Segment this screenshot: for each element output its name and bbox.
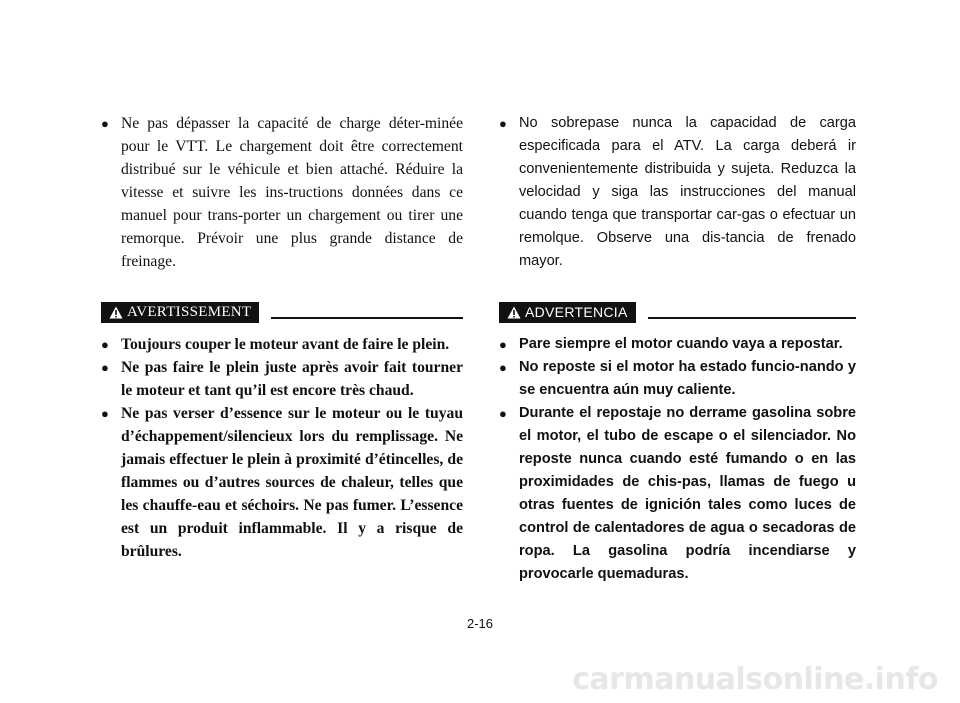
bullet-icon: ● (499, 360, 507, 375)
bullet-icon: ● (499, 337, 507, 352)
list-item (101, 356, 463, 402)
list-item-text: Durante el repostaje no derrame gasolina sobre el motor, el tubo de escape o el silenciador. No reposte nunca cuando esté fumando o en las proximidades de chis-pas, llamas de fuego u otras fuentes de ignición tales como luces de control de calentadores de agua o secadoras de ropa. La gasolina podría incendiarse y provocarle quemaduras. (519, 405, 856, 582)
warning-triangle-icon (507, 306, 521, 319)
list-item (101, 402, 463, 563)
list-item (499, 356, 856, 402)
list-item-text: Ne pas faire le plein juste après avoir fait tourner le moteur et tant qu’il est encore très chaud. (121, 359, 463, 399)
french-intro-list (101, 112, 463, 273)
list-item-text: Ne pas dépasser la capacité de charge déter-minée pour le VTT. Le chargement doit être correctement distribué sur le véhicule et bien attaché. Réduire la vitesse et suivre les ins-tructions données dans ce manuel pour trans-porter un chargement ou tirer une remorque. Prévoir une plus grande distance de freinage. (121, 115, 463, 270)
warning-header-fr (101, 301, 463, 323)
bullet-icon: ● (101, 360, 109, 375)
bullet-icon: ● (101, 116, 109, 131)
warning-badge (499, 302, 636, 323)
list-item-text: Toujours couper le moteur avant de faire le plein. (121, 336, 450, 353)
watermark: carmanualsonline.info (572, 662, 938, 697)
warning-triangle-icon (109, 306, 123, 319)
warning-header-es (499, 301, 856, 323)
list-item (101, 333, 463, 356)
list-item-text: No sobrepase nunca la capacidad de carga especificada para el ATV. La carga deberá ir convenientemente distribuida y sujeta. Reduzca la velocidad y siga las instrucciones del manual cuando tenga que transportar car-gas o efectuar un remolque. Observe una dis-tancia de frenado mayor. (519, 115, 856, 269)
warning-label: AVERTISSEMENT (127, 303, 252, 320)
warning-rule (648, 305, 856, 319)
bullet-icon: ● (101, 337, 109, 352)
warning-rule (271, 305, 463, 319)
french-warning-list (101, 333, 463, 563)
bullet-icon: ● (499, 406, 507, 421)
list-item-text: No reposte si el motor ha estado funcio-nando y se encuentra aún muy caliente. (519, 359, 856, 398)
spanish-column (499, 112, 856, 586)
spanish-intro-list (499, 112, 856, 273)
list-item (499, 112, 856, 273)
list-item (101, 112, 463, 273)
spanish-warning-list (499, 333, 856, 586)
warning-label: ADVERTENCIA (525, 303, 628, 320)
bullet-icon: ● (101, 406, 109, 421)
list-item-text: Ne pas verser d’essence sur le moteur ou le tuyau d’échappement/silencieux lors du remplissage. Ne jamais effectuer le plein à proximité d’étincelles, de flammes ou d’autres sources de chaleur, telles que les chauffe-eau et séchoirs. Ne pas fumer. L’essence est un produit inflammable. Il y a risque de brûlures. (121, 405, 463, 560)
warning-badge (101, 302, 259, 323)
list-item-text: Pare siempre el motor cuando vaya a repostar. (519, 336, 843, 352)
list-item (499, 402, 856, 586)
french-column (101, 112, 463, 563)
bullet-icon: ● (499, 116, 507, 131)
list-item (499, 333, 856, 356)
page-number: 2-16 (466, 616, 494, 631)
